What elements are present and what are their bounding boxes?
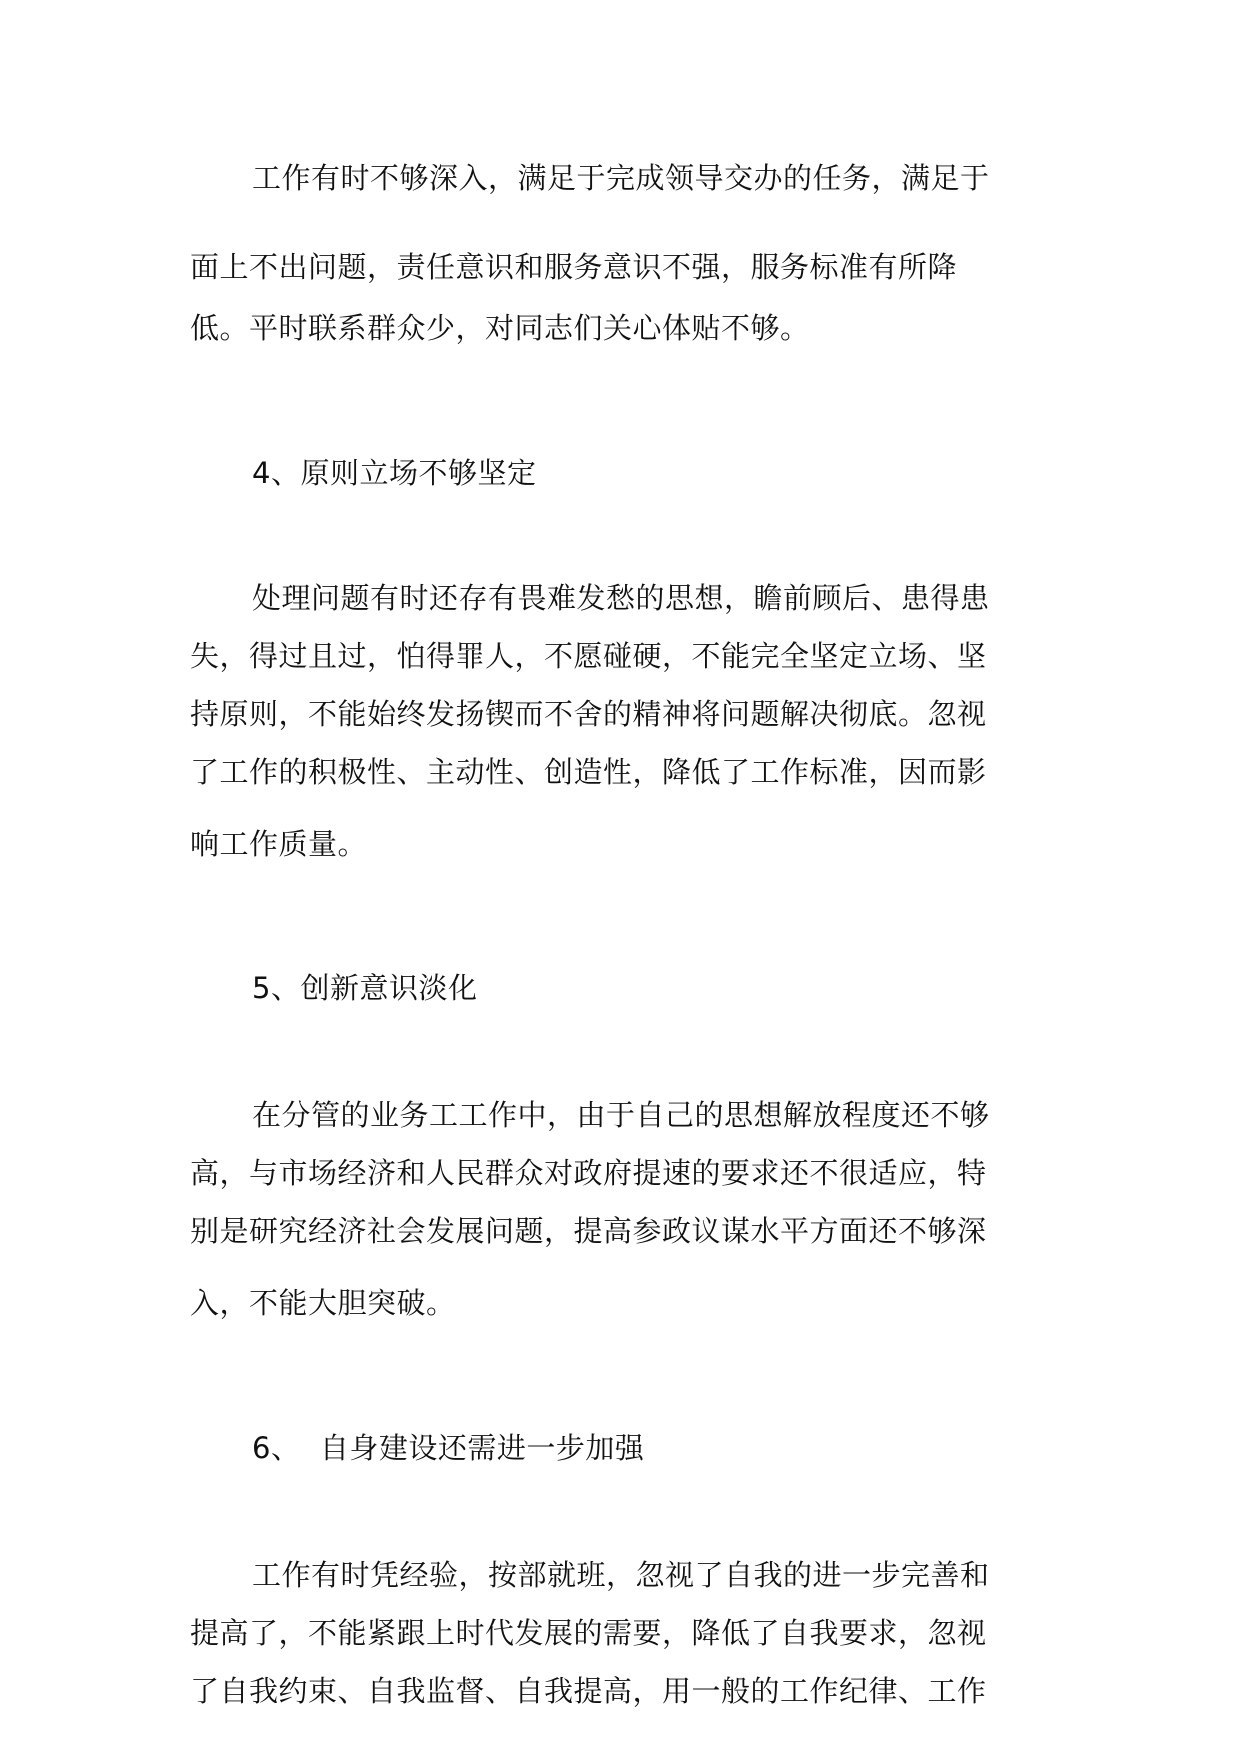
paragraph-3-line-3: 别是研究经济社会发展问题，提高参政议谋水平方面还不够深	[190, 1214, 987, 1248]
paragraph-3-line-4: 入，不能大胆突破。	[190, 1286, 456, 1320]
section-heading-6: 6、 自身建设还需进一步加强	[252, 1431, 645, 1465]
paragraph-4-line-2: 提高了，不能紧跟上时代发展的需要，降低了自我要求，忽视	[190, 1616, 987, 1650]
paragraph-2-line-2: 失，得过且过，怕得罪人，不愿碰硬，不能完全坚定立场、坚	[190, 639, 987, 673]
paragraph-1-line-2: 面上不出问题，责任意识和服务意识不强，服务标准有所降	[190, 250, 958, 284]
paragraph-2-line-4: 了工作的积极性、主动性、创造性，降低了工作标准，因而影	[190, 755, 987, 789]
paragraph-3-line-1: 在分管的业务工工作中，由于自己的思想解放程度还不够	[252, 1098, 990, 1132]
paragraph-1-line-3: 低。平时联系群众少，对同志们关心体贴不够。	[190, 311, 810, 345]
paragraph-3-line-2: 高，与市场经济和人民群众对政府提速的要求还不很适应，特	[190, 1156, 987, 1190]
paragraph-4-line-3: 了自我约束、自我监督、自我提高，用一般的工作纪律、工作	[190, 1674, 987, 1708]
section-heading-4: 4、原则立场不够坚定	[252, 456, 537, 490]
section-heading-5: 5、创新意识淡化	[252, 971, 478, 1005]
paragraph-2-line-3: 持原则，不能始终发扬锲而不舍的精神将问题解决彻底。忽视	[190, 697, 987, 731]
paragraph-1-line-1: 工作有时不够深入，满足于完成领导交办的任务，满足于	[252, 161, 990, 195]
paragraph-4-line-1: 工作有时凭经验，按部就班，忽视了自我的进一步完善和	[252, 1558, 990, 1592]
paragraph-2-line-5: 响工作质量。	[190, 827, 368, 861]
paragraph-2-line-1: 处理问题有时还存有畏难发愁的思想，瞻前顾后、患得患	[252, 581, 990, 615]
